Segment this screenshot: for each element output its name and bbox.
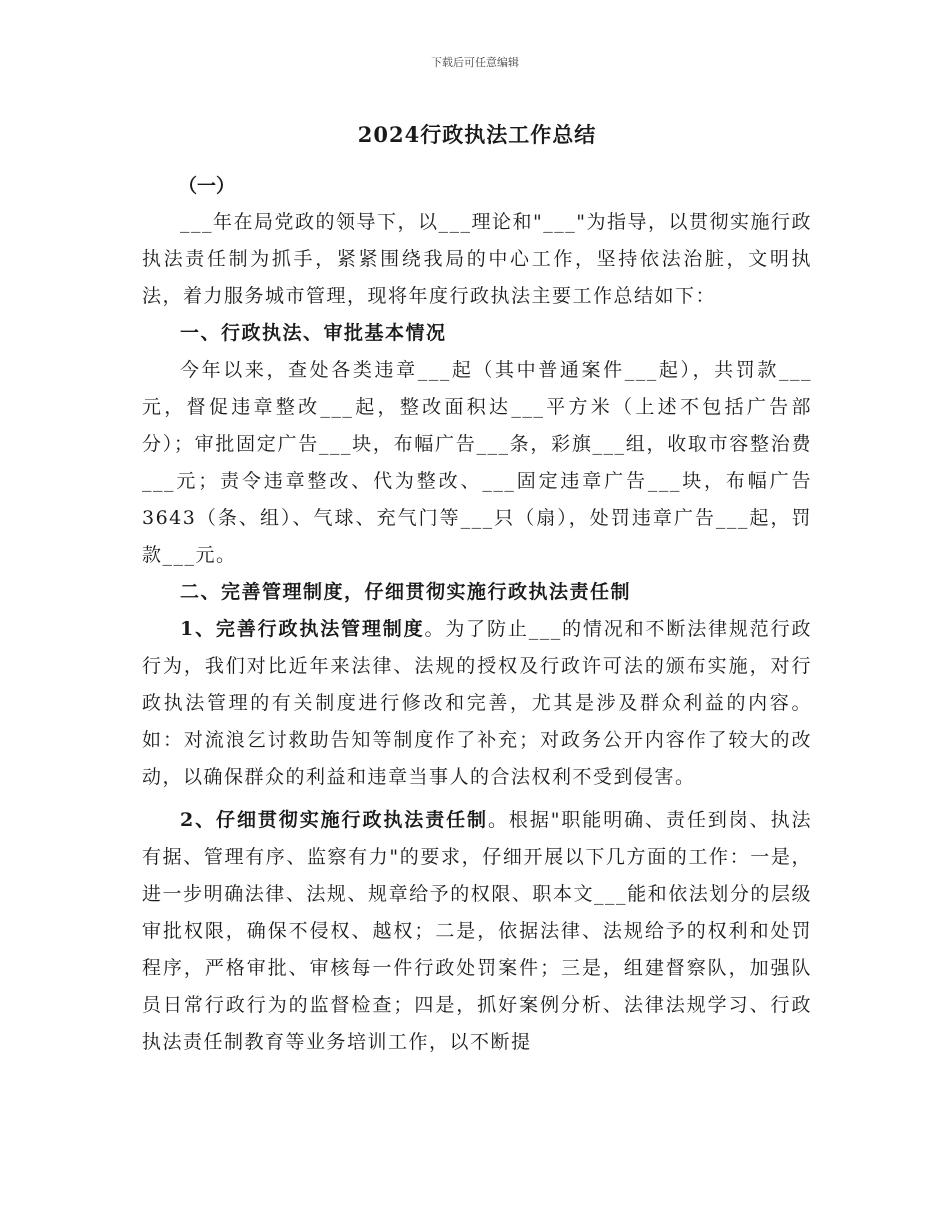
item-2-lead: 2、仔细贯彻实施行政执法责任制: [180, 809, 488, 831]
heading-basic-situation: 一、行政执法、审批基本情况: [180, 322, 447, 344]
heading-management-system: 二、完善管理制度，仔细贯彻实施行政执法责任制: [180, 581, 632, 603]
section-mark: （一）: [178, 175, 236, 197]
header-note: 下载后可任意编辑: [431, 56, 519, 69]
item-1-lead: 1、完善行政执法管理制度: [180, 618, 425, 640]
document-title: 2024行政执法工作总结: [357, 122, 597, 147]
paragraph-item-1: [142, 611, 812, 796]
intro-paragraph: ___年在局党政的领导下，以___理论和"___"为指导，以贯彻实施行政执法责任制为抓手，紧紧围绕我局的中心工作，坚持依法治脏，文明执法，着力服务城市管理，现将年度行政执法主要工作总结如下：: [142, 211, 812, 307]
item-2-text: 。根据"职能明确、责任到岗、执法有据、管理有序、监察有力"的要求，仔细开展以下几方面的工作：一是，进一步明确法律、法规、规章给予的权限、职本文___能和依法划分的层级审批权限，确保不侵权、越权；二是，依据法律、法规给予的权利和处罚程序，严格审批、审核每一件行政处罚案件；三是，组建督察队，加强队员日常行政行为的监督检查；四是，抓好案例分析、法律法规学习、行政执法责任制教育等业务培训工作，以不断提: [142, 809, 812, 1053]
item-1-text: 。为了防止___的情况和不断法律规范行政行为，我们对比近年来法律、法规的授权及行政许可法的颁布实施，对行政执法管理的有关制度进行修改和完善，尤其是涉及群众利益的内容。如：对流浪乞讨救助告知等制度作了补充；对政务公开内容作了较大的改动，以确保群众的利益和违章当事人的合法权利不受到侵害。: [142, 618, 812, 788]
document-body: [142, 120, 812, 1061]
paragraph-item-2: [142, 802, 812, 1061]
paragraph-basic-situation: 今年以来，查处各类违章___起（其中普通案件___起），共罚款___元，督促违章整改___起，整改面积达___平方米（上述不包括广告部分）；审批固定广告___块，布幅广告___条，彩旗___组，收取市容整治费___元；责令违章整改、代为整改、___固定违章广告___块，布幅广告3643（条、组）、气球、充气门等___只（扇），处罚违章广告___起，罚款___元。: [142, 359, 812, 566]
